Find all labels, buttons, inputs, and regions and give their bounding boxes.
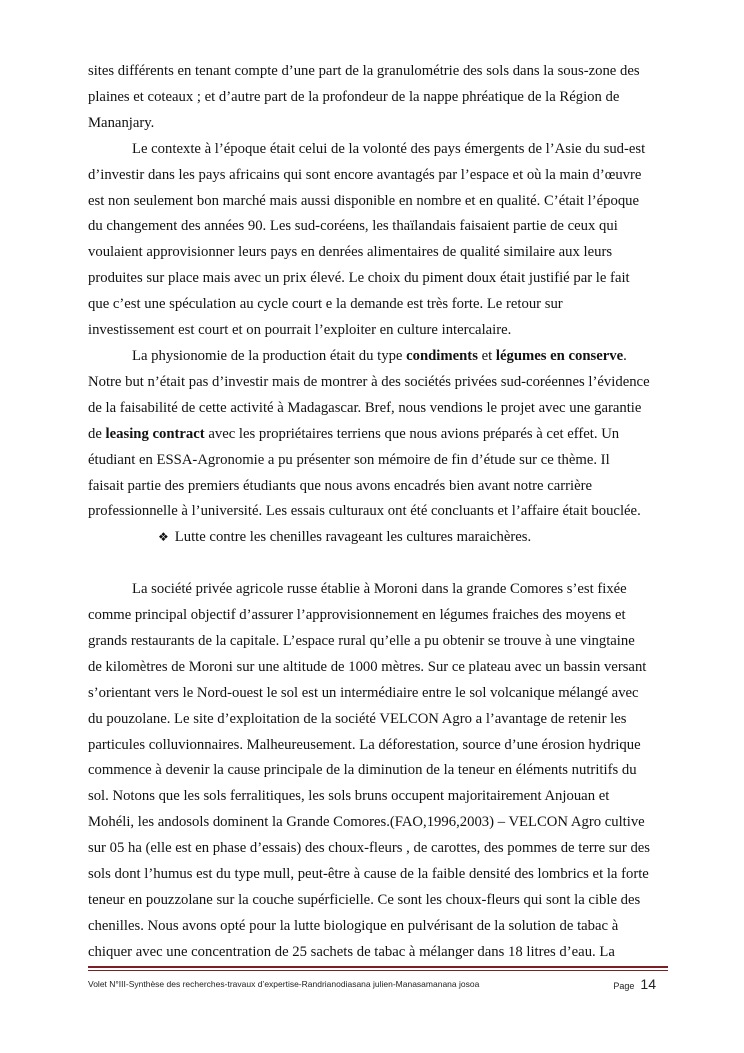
text-run: La physionomie de la production était du type bbox=[132, 347, 407, 364]
text-line: chiquer avec une concentration de 25 sachets de tabac à mélanger dans 18 litres d’eau. La bbox=[88, 943, 615, 960]
bullet-item bbox=[88, 525, 664, 551]
text-line: Mohéli, les andosols dominent la Grande Comores.(FAO,1996,2003) – VELCON Agro cultive bbox=[88, 814, 645, 831]
text-line: commence à devenir la cause principale de la diminution de la teneur en éléments nutritifs du bbox=[88, 762, 637, 779]
text-line: sites différents en tenant compte d’une part de la granulométrie des sols dans la sous-zone des bbox=[88, 63, 640, 79]
text-line: sols dont l’humus est du type mull, peut-être à cause de la faible densité des lombrics et la forte bbox=[88, 866, 649, 883]
diamond-bullet-icon: ❖ bbox=[158, 530, 169, 545]
text-line: que c’est une spéculation au cycle court e la demande est très forte. Le retour sur bbox=[88, 296, 563, 313]
text-line: chenilles. Nous avons opté pour la lutte biologique en pulvérisant de la solution de tabac à bbox=[88, 917, 619, 934]
text-line: sol. Notons que les sols ferralitiques, les sols bruns occupent majoritairement Anjouan et bbox=[88, 788, 610, 805]
text-line: professionnelle à l’université. Les essais culturaux ont été concluants et l’affaire était bouclée. bbox=[88, 503, 641, 520]
paragraph-3 bbox=[88, 344, 664, 525]
paragraph-1 bbox=[88, 59, 664, 137]
text-line: faisait partie des premiers étudiants que nous avons encadrés bien avant notre carrière bbox=[88, 477, 593, 494]
text-line: sur 05 ha (elle est en phase d’essais) des choux-fleurs , de carottes, des pommes de terre sur des bbox=[88, 840, 651, 857]
text-line: voulaient approvisionner leurs pays en denrées alimentaires de qualité similaire aux leurs bbox=[88, 244, 613, 261]
text-line: Notre but n’était pas d’investir mais de montrer à des sociétés privées sud-coréennes l’évidence bbox=[88, 373, 650, 390]
text-line: produites sur place mais avec un prix élevé. Le choix du piment doux était justifié par le fait bbox=[88, 270, 630, 287]
paragraph-2 bbox=[88, 137, 664, 344]
page-number: 14 bbox=[640, 976, 656, 992]
text-line: du pouzolane. Le site d’exploitation de la société VELCON Agro a l’avantage de retenir les bbox=[88, 710, 627, 727]
text-line: Le contexte à l’époque était celui de la volonté des pays émergents de l’Asie du sud-est bbox=[132, 140, 646, 157]
bold-term-leasing: leasing contract bbox=[105, 425, 205, 442]
text-line: étudiant en ESSA-Agronomie a pu présenter son mémoire de fin d’étude sur ce thème. Il bbox=[88, 451, 610, 468]
text-run: et bbox=[477, 347, 496, 364]
text-line: de la faisabilité de cette activité à Madagascar. Bref, nous vendions le projet avec une garantie bbox=[88, 399, 642, 416]
text-line bbox=[88, 344, 664, 370]
text-line: investissement est court et on pourrait l’exploiter en culture intercalaire. bbox=[88, 322, 512, 339]
text-run: avec les propriétaires terriens que nous avions préparés à cet effet. Un bbox=[204, 425, 620, 442]
text-line: comme principal objectif d’assurer l’approvisionnement en légumes fraiches des moyens et bbox=[88, 607, 626, 624]
text-line: est non seulement bon marché mais aussi disponible en nombre et en qualité. C’était l’époque bbox=[88, 192, 640, 209]
page-label: Page bbox=[613, 981, 635, 991]
text-line: du changement des années 90. Les sud-coréens, les thaïlandais faisaient partie de ceux qui bbox=[88, 218, 618, 235]
page-indicator bbox=[613, 976, 656, 994]
page-footer bbox=[88, 976, 668, 994]
bullet-text: Lutte contre les chenilles ravageant les cultures maraichères. bbox=[174, 529, 532, 546]
body-text bbox=[88, 59, 664, 966]
text-line: particules colluvionnaires. Malheureusement. La déforestation, source d’une érosion hydrique bbox=[88, 736, 641, 753]
text-line: Mananjary. bbox=[88, 114, 155, 131]
text-line: La société privée agricole russe établie à Moroni dans la grande Comores s’est fixée bbox=[132, 581, 627, 598]
footer-text: Volet N°III-Synthèse des recherches-travaux d’expertise-Randrianodiasana julien-Manasamanana josoa bbox=[88, 979, 480, 989]
text-line: teneur en pouzzolane sur la couche supérficielle. Ce sont les choux-fleurs qui sont la cible des bbox=[88, 891, 641, 908]
text-run: . bbox=[623, 347, 627, 364]
paragraph-4 bbox=[88, 577, 664, 966]
text-line: de kilomètres de Moroni sur une altitude de 1000 mètres. Sur ce plateau avec un bassin versant bbox=[88, 658, 647, 675]
footer-rule-thin bbox=[88, 970, 668, 971]
text-line: grands restaurants de la capitale. L’espace rural qu’elle a pu obtenir se trouve à une vingtaine bbox=[88, 632, 635, 649]
text-line: d’investir dans les pays africains qui sont encore avantagés par l’espace et où la main d’œuvre bbox=[88, 166, 642, 183]
text-line bbox=[88, 422, 664, 448]
bold-term-legumes: légumes en conserve bbox=[495, 347, 624, 364]
text-run: de bbox=[88, 425, 106, 442]
blank-line bbox=[88, 551, 664, 577]
bold-term-condiments: condiments bbox=[406, 347, 478, 364]
text-line: plaines et coteaux ; et d’autre part de la profondeur de la nappe phréatique de la Région de bbox=[88, 88, 620, 105]
text-line: s’orientant vers le Nord-ouest le sol est un intermédiaire entre le sol volcanique mélangé avec bbox=[88, 684, 639, 701]
footer-rule-thick bbox=[88, 966, 668, 968]
